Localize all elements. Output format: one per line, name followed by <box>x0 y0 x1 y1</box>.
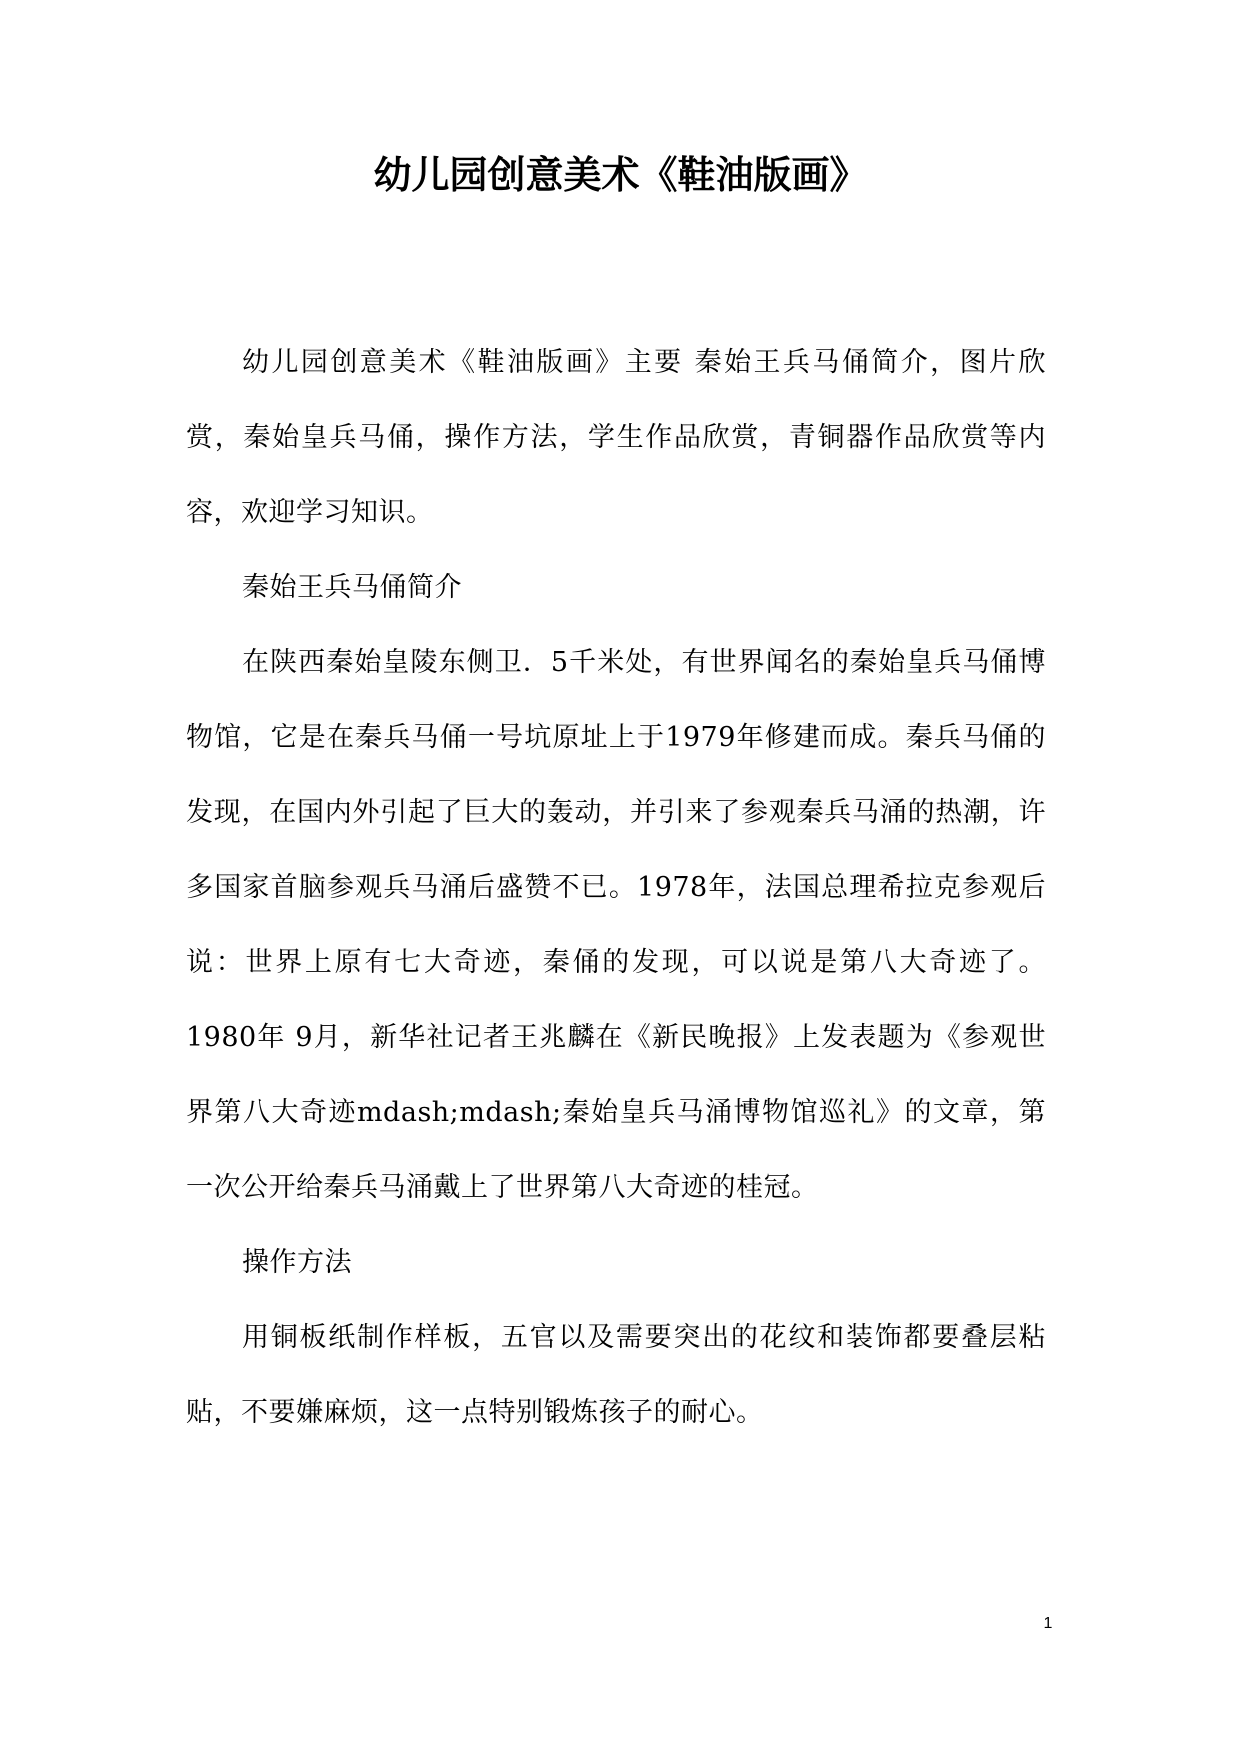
document-body <box>186 325 1046 1450</box>
intro-paragraph: 幼儿园创意美术《鞋油版画》主要 秦始王兵马俑简介，图片欣赏，秦始皇兵马俑，操作方法，学生作品欣赏，青铜器作品欣赏等内容，欢迎学习知识。 <box>186 347 1046 528</box>
section-heading-introduction: 秦始王兵马俑简介 <box>242 572 462 603</box>
method-paragraph: 用铜板纸制作样板，五官以及需要突出的花纹和装饰都要叠层粘贴，不要嫌麻烦，这一点特别锻炼孩子的耐心。 <box>186 1322 1046 1428</box>
terracotta-history-paragraph: 在陕西秦始皇陵东侧卫．5千米处，有世界闻名的秦始皇兵马俑博物馆，它是在秦兵马俑一号坑原址上于1979年修建而成。秦兵马俑的发现，在国内外引起了巨大的轰动，并引来了参观秦兵马涌的热潮，许多国家首脑参观兵马涌后盛赞不已。1978年，法国总理希拉克参观后说：世界上原有七大奇迹，秦俑的发现，可以说是第八大奇迹了。 1980年 9月，新华社记者王兆麟在《新民晚报》上发表题为《参观世界第八大奇迹mdash;mdash;秦始皇兵马涌博物馆巡礼》的文章，第一次公开给秦兵马涌戴上了世界第八大奇迹的桂冠。 <box>186 647 1046 1203</box>
document-title: 幼儿园创意美术《鞋油版画》 <box>373 152 868 197</box>
page-number: 1 <box>1043 1615 1053 1632</box>
section-heading-method: 操作方法 <box>242 1247 352 1278</box>
